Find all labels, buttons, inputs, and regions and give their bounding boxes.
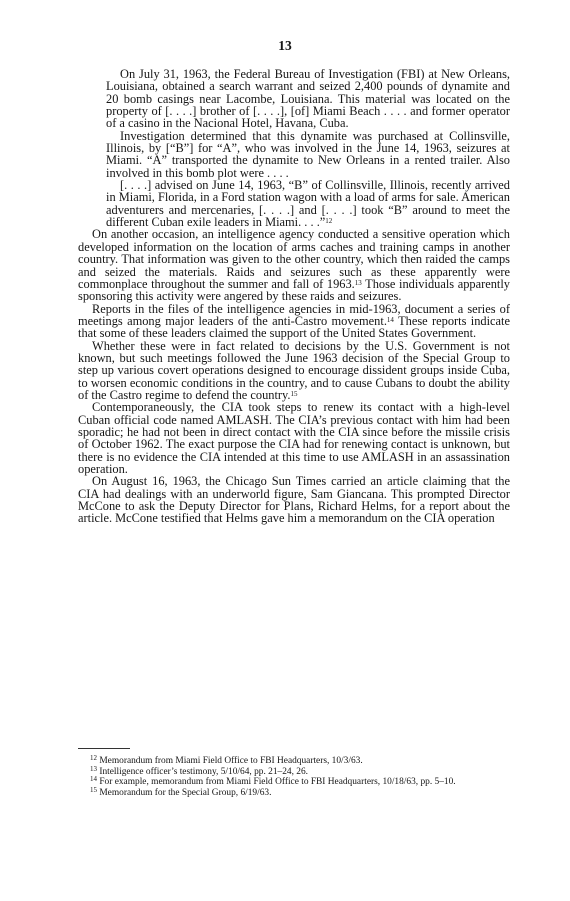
footnotes: [78, 756, 510, 798]
footnote-ref: 13: [354, 278, 362, 287]
page-number: 13: [278, 38, 292, 53]
footnote-text: Memorandum for the Special Group, 6/19/63.: [99, 787, 272, 798]
footnote-ref: 15: [290, 389, 298, 398]
footnote-number: 14: [90, 775, 97, 784]
footnote-ref: 12: [325, 217, 333, 226]
footnote: [78, 777, 510, 788]
footnote: [78, 785, 510, 799]
body-text: [78, 68, 510, 525]
paragraph-text: Reports in the files of the intelligence agencies in mid-1963, document a series of meetings among major leaders of the anti-Castro movement.: [78, 301, 510, 328]
paragraph-7: [78, 401, 510, 475]
paragraph-text: Contemporaneously, the CIA took steps to renew its contact with a high-level Cuban official code named AMLASH. The CIA’s previous contact with him had been sporadic; he had not been in direct contact with the CIA since before the missile crisis of October 1962. The exact purpose the CIA had for renewing contact is unknown, but there is no evidence the CIA intended at this time to use AMLASH in an assassination operation.: [78, 400, 510, 476]
paragraph-8: [78, 475, 510, 524]
footnote-number: 15: [90, 785, 97, 794]
paragraph-text: Investigation determined that this dynamite was purchased at Collinsville, Illinois, by [“B”] for “A”, who was involved in the June 14, 1963, seizures at Miami. “A” transported the dynamite to New Orleans in a rented trailer. Also involved in this bomb plot were . . . .: [106, 128, 510, 180]
footnote-text: Intelligence officer’s testimony, 5/10/64, pp. 21–24, 26.: [99, 766, 308, 777]
paragraph-text: These reports indicate that some of these leaders claimed the support of the United States Government.: [78, 313, 511, 341]
footnote-divider: [78, 748, 130, 749]
paragraph-3: [106, 179, 510, 228]
paragraph-text: Whether these were in fact related to decisions by the U.S. Government is not known, but such meetings followed the June 1963 decision of the Special Group to step up various covert operations designed to encourage dissident groups inside Cuba, to worsen economic conditions in the country, and to cause Cubans to doubt the ability of the Castro regime to defend the country.: [78, 338, 510, 402]
paragraph-text: [. . . .] advised on June 14, 1963, “B” of Collinsville, Illinois, recently arrived in Miami, Florida, in a Ford station wagon with a load of arms for sale. American adventurers and mercenaries, [. . . .] and [. . . .] took “B” around to meet the different Cuban exile leaders in Miami. . . .”: [106, 178, 510, 230]
footnote-text: For example, memorandum from Miami Field Office to FBI Headquarters, 10/18/63, pp. 5–10.: [99, 777, 456, 788]
footnote: [78, 764, 510, 778]
paragraph-6: [78, 340, 510, 402]
footnote: [78, 756, 510, 767]
paragraph-1: [106, 68, 510, 130]
footnote-ref: 14: [386, 315, 394, 324]
footnote-number: 12: [90, 754, 97, 762]
paragraph-text: On August 16, 1963, the Chicago Sun Times carried an article claiming that the CIA had dealings with an underworld figure, Sam Giancana. This prompted Director McCone to ask the Deputy Director for Plans, Richard Helms, for a report about the article. McCone testified that Helms gave him a memorandum on the CIA operation: [78, 474, 510, 526]
paragraph-text: On another occasion, an intelligence agency conducted a sensitive operation which developed information on the location of arms caches and training camps in another country. That information was given to the other country, which then raided the camps and seized the materials. Raids and seizures such as these apparently were commonplace throughout the summer and fall of 1963.: [78, 227, 510, 291]
paragraph-text: On July 31, 1963, the Federal Bureau of Investigation (FBI) at New Orleans, Louisiana, obtained a search warrant and seized 2,400 pounds of dynamite and 20 bomb casings near Lacombe, Louisiana. This material was located on the property of [. . . .] brother of [. . . .], [of] Miami Beach . . . . and former operator of a casino in the Nacional Hotel, Havana, Cuba.: [106, 67, 510, 131]
footnote-number: 13: [90, 764, 97, 773]
paragraph-text: Those individuals apparently sponsoring this activity were angered by these raids and seizures.: [78, 276, 510, 304]
paragraph-4: [78, 228, 510, 302]
paragraph-2: [106, 130, 510, 179]
footnote-text: Memorandum from Miami Field Office to FBI Headquarters, 10/3/63.: [99, 756, 363, 766]
paragraph-5: [78, 303, 510, 340]
